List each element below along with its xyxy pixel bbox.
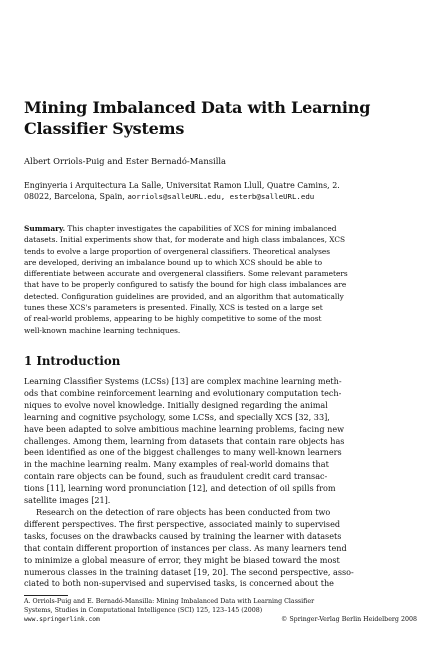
summary-line: of real-world problems, appearing to be highly competitive to some of the most [24,314,322,324]
citation-footer [24,598,417,624]
body-line: that contain different proportion of instances per class. As many learners tend [24,542,347,553]
summary-line: are developed, deriving an imbalance bound up to which XCS should be able to [24,257,323,267]
body-line: numerous classes in the training dataset [19, 20]. The second perspective, asso- [24,566,354,577]
body-line: been identified as one of the biggest challenges to many well-known learners [24,447,342,458]
section-heading [24,354,120,368]
citation-line-1: A. Orriols-Puig and E. Bernadó-Mansilla: Mining Imbalanced Data with Learning Classifier [24,598,315,605]
body-line: ciated to both non-supervised and supervised tasks, is concerned about the [24,578,334,589]
chapter-title-line-2: Classifier Systems [24,119,185,138]
summary-line: tunes these XCS's parameters is presented. Finally, XCS is tested on a large set [24,303,323,313]
body-line: tasks, focuses on the drawbacks caused by training the learner with datasets [24,530,342,541]
body-line: different perspectives. The first perspective, associated mainly to supervised [24,518,341,529]
body-line: challenges. Among them, learning from datasets that contain rare objects has [24,435,345,446]
publisher-url[interactable]: www.springerlink.com [24,615,100,623]
summary-line: detected. Configuration guidelines are provided, and an algorithm that automatically [24,291,344,301]
footnote-rule [24,595,68,596]
section-number: 1 [24,354,33,368]
authors: Albert Orriols-Puig and Ester Bernadó-Mansilla [24,156,227,166]
summary-line: well-known machine learning techniques. [24,325,181,335]
summary-label: Summary. [24,224,66,233]
body-line: tions [11], learning word pronunciation [12], and detection of oil spills from [24,483,336,494]
body-line: learning and cognitive psychology, some LCSs, and specially XCS [32, 33], [24,411,330,422]
citation-line-2: Systems, Studies in Computational Intelligence (SCI) 125, 123–145 (2008) [24,606,263,614]
summary-line: This chapter investigates the capabilities of XCS for mining imbalanced [65,224,337,233]
body-line: in the machine learning realm. Many examples of real-world domains that [24,459,329,470]
body-line: Research on the detection of rare objects has been conducted from two [36,506,331,517]
summary-line: differentiate between accurate and overgeneral classifiers. Some relevant parameters [24,269,348,279]
chapter-title [24,97,371,139]
chapter-title-line-1: Mining Imbalanced Data with Learning [24,98,371,117]
affiliation [24,180,340,202]
body-line: to minimize a global measure of error, they might be biased toward the most [24,554,340,565]
section-title: Introduction [36,354,121,368]
summary-line: datasets. Initial experiments show that, for moderate and high class imbalances, XCS [24,235,346,245]
author-emails: aorriols@salleURL.edu, esterb@salleURL.edu [127,192,315,201]
body-line: Learning Classifier Systems (LCSs) [13] are complex machine learning meth- [24,376,342,386]
body-line: have been adapted to solve ambitious machine learning problems, facing new [24,423,345,434]
summary-abstract [24,223,417,336]
affiliation-address: 08022, Barcelona, Spain, [24,192,128,201]
affiliation-line-2 [24,191,340,202]
summary-line: that have to be properly configured to satisfy the bound for high class imbalances are [24,280,347,290]
body-text [24,376,417,590]
affiliation-line-1: Enginyeria i Arquitectura La Salle, Universitat Ramon Llull, Quatre Camins, 2. [24,181,340,190]
copyright-notice: © Springer-Verlag Berlin Heidelberg 2008 [281,615,417,623]
body-line: satellite images [21]. [24,495,111,506]
summary-line: tends to evolve a large proportion of overgeneral classifiers. Theoretical analyses [24,246,331,256]
body-line: ods that combine reinforcement learning and evolutionary computation tech- [24,387,342,398]
body-line: contain rare objects can be found, such as fraudulent credit card transac- [24,471,328,482]
body-line: niques to evolve novel knowledge. Initially designed regarding the animal [24,399,328,410]
